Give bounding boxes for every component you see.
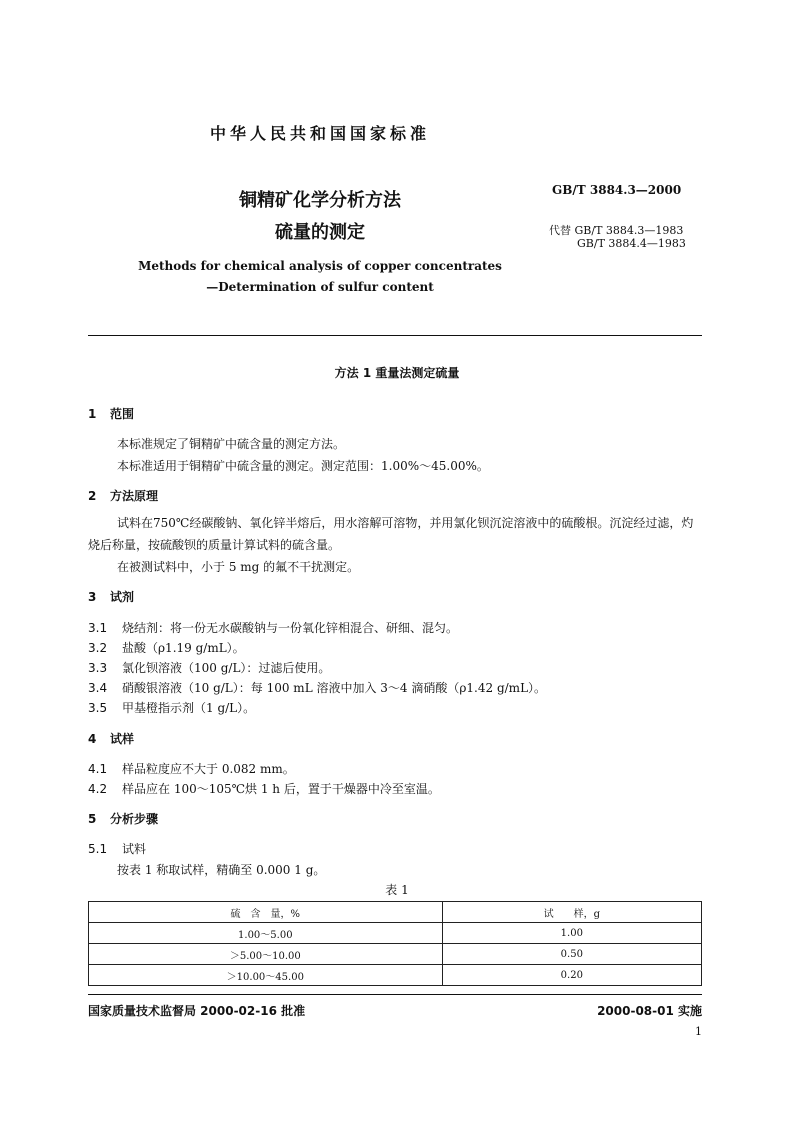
- table-header-cell: 试 样，g: [442, 902, 701, 923]
- page-number: 1: [695, 1025, 702, 1038]
- section-5-heading: [88, 810, 158, 827]
- section-title: 分析步骤: [110, 812, 159, 826]
- title-en-line-2: —Determination of sulfur content: [206, 280, 434, 294]
- reagent-item: [88, 619, 458, 636]
- reagent-item: [88, 659, 330, 676]
- sample-item: [88, 780, 440, 797]
- item-number: 3.2: [88, 641, 108, 655]
- implementation-date: 2000-08-01 实施: [597, 1004, 702, 1018]
- item-number: 3.4: [88, 681, 108, 695]
- section-title: 方法原理: [110, 489, 159, 503]
- section-number: 1: [88, 407, 97, 421]
- section-2-heading: [88, 487, 158, 504]
- item-number: 3.5: [88, 701, 108, 715]
- table-1-caption: 表 1: [385, 883, 409, 897]
- item-number: 4.1: [88, 762, 108, 776]
- section-title: 试样: [110, 732, 135, 746]
- section-1-paragraph-2: 本标准适用于铜精矿中硫含量的测定。测定范围：1.00%～45.00%。: [117, 459, 489, 473]
- table-header-row: [89, 902, 702, 923]
- item-text: 硝酸银溶液（10 g/L）：每 100 mL 溶液中加入 3～4 滴硝酸（ρ1.42 g/mL）。: [122, 681, 547, 695]
- title-cn-line-1: 铜精矿化学分析方法: [239, 190, 401, 211]
- table-cell: 0.20: [442, 965, 701, 986]
- title-cn-line-2: 硫量的测定: [275, 222, 365, 243]
- item-text: 烧结剂：将一份无水碳酸钠与一份氧化锌相混合、研细、混匀。: [122, 621, 459, 635]
- table-cell: 0.50: [442, 944, 701, 965]
- item-text: 试料: [122, 842, 147, 856]
- section-5-paragraph-1: 按表 1 称取试样，精确至 0.000 1 g。: [117, 863, 326, 877]
- reagent-item: [88, 679, 546, 696]
- item-number: 5.1: [88, 842, 108, 856]
- reagent-item: [88, 639, 245, 656]
- table-cell: ＞5.00～10.00: [89, 944, 443, 965]
- footer-divider: [88, 994, 702, 995]
- item-number: 3.1: [88, 621, 108, 635]
- standard-code: GB/T 3884.3—2000: [552, 183, 682, 197]
- reagent-item: [88, 699, 255, 716]
- item-text: 样品应在 100～105℃烘 1 h 后，置于干燥器中冷至室温。: [122, 782, 440, 796]
- section-number: 4: [88, 732, 97, 746]
- title-en-line-1: Methods for chemical analysis of copper concentrates: [138, 259, 502, 273]
- table-cell: 1.00～5.00: [89, 923, 443, 944]
- section-1-paragraph-1: 本标准规定了铜精矿中硫含量的测定方法。: [117, 437, 346, 451]
- supersedes-line-2: GB/T 3884.4—1983: [577, 237, 686, 250]
- item-text: 甲基橙指示剂（1 g/L）。: [122, 701, 256, 715]
- section-3-heading: [88, 588, 134, 605]
- section-2-paragraph-1: 试料在750℃经碳酸钠、氧化锌半熔后，用水溶解可溶物，并用氯化钡沉淀溶液中的硫酸根。沉淀经过滤，灼烧后称量，按硫酸钡的质量计算试料的硫含量。: [88, 516, 694, 552]
- section-number: 5: [88, 812, 97, 826]
- procedure-item: [88, 840, 146, 857]
- method-title: 方法 1 重量法测定硫量: [334, 366, 460, 380]
- table-cell: 1.00: [442, 923, 701, 944]
- table-row: [89, 944, 702, 965]
- item-number: 4.2: [88, 782, 108, 796]
- section-title: 试剂: [110, 590, 135, 604]
- item-text: 氯化钡溶液（100 g/L）：过滤后使用。: [122, 661, 331, 675]
- table-row: [89, 965, 702, 986]
- section-title: 范围: [110, 407, 135, 421]
- section-number: 2: [88, 489, 97, 503]
- item-number: 3.3: [88, 661, 108, 675]
- section-1-heading: [88, 405, 134, 422]
- section-number: 3: [88, 590, 97, 604]
- header-divider: [88, 335, 702, 336]
- table-1: [88, 901, 702, 986]
- item-text: 样品粒度应不大于 0.082 mm。: [122, 762, 295, 776]
- section-2-paragraph-2: 在被测试料中，小于 5 mg 的氟不干扰测定。: [117, 560, 360, 574]
- table-header-cell: 硫 含 量，%: [89, 902, 443, 923]
- national-standard-heading: 中华人民共和国国家标准: [209, 124, 430, 143]
- table-cell: ＞10.00～45.00: [89, 965, 443, 986]
- issue-approval: 国家质量技术监督局 2000-02-16 批准: [88, 1004, 306, 1018]
- supersedes-line-1: 代替 GB/T 3884.3—1983: [549, 224, 684, 237]
- section-4-heading: [88, 730, 134, 747]
- sample-item: [88, 760, 295, 777]
- table-row: [89, 923, 702, 944]
- item-text: 盐酸（ρ1.19 g/mL）。: [122, 641, 245, 655]
